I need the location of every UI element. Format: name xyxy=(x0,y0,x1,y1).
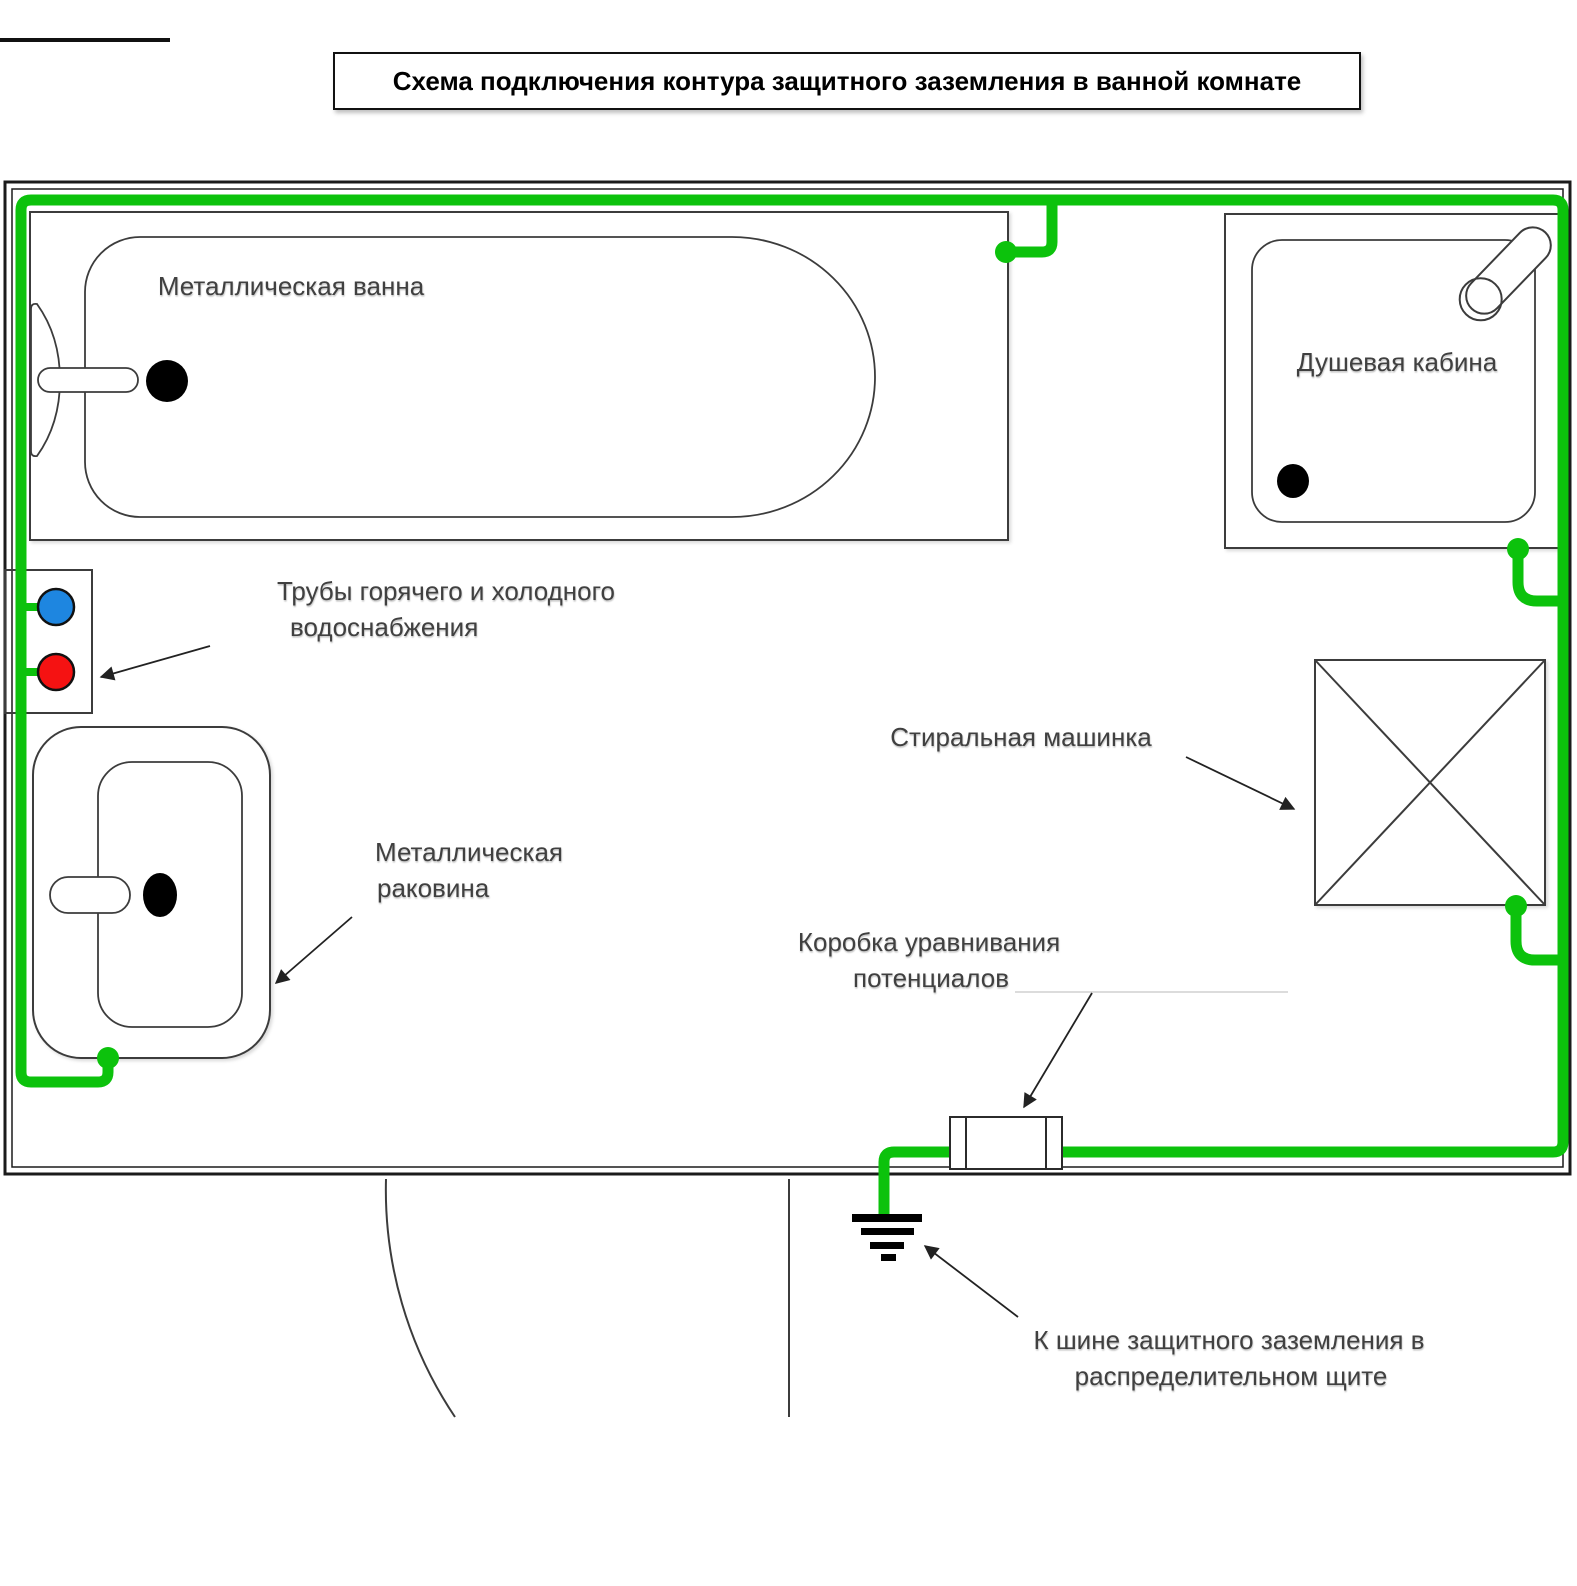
equalization-label-line2: потенциалов xyxy=(852,963,1010,993)
washer-label: Стиральная машинка xyxy=(890,722,1152,752)
shower-drain-icon xyxy=(1277,464,1309,498)
shower-label: Душевая кабина xyxy=(1296,347,1498,377)
sink xyxy=(33,727,270,1058)
door xyxy=(386,1179,789,1417)
equalization-label-line1: Коробка уравнивания xyxy=(797,927,1061,957)
diagram-title: Схема подключения контура защитного заземления в ванной комнате xyxy=(333,52,1361,110)
door-swing-arc xyxy=(386,1179,455,1417)
bathtub-label: Металлическая ванна xyxy=(157,271,425,301)
sink-faucet-icon xyxy=(50,877,130,913)
earth-ground-icon xyxy=(852,1214,922,1261)
connection-dot-bathtub xyxy=(995,241,1017,263)
bathtub xyxy=(30,212,1008,540)
ground-bus-label-line2: распределительном щите xyxy=(1074,1361,1388,1391)
hot-water-pipe-icon xyxy=(38,654,74,690)
equalization-box xyxy=(950,1117,1062,1169)
pipes-label-line2: водоснабжения xyxy=(290,612,479,642)
shower-cabin xyxy=(1225,214,1560,548)
washing-machine xyxy=(1315,660,1545,905)
pipes-arrow xyxy=(101,646,210,677)
ground-bus-arrow xyxy=(925,1246,1018,1317)
bathtub-drain-icon xyxy=(146,360,188,402)
bathtub-faucet-icon xyxy=(38,368,138,392)
washer-arrow xyxy=(1186,757,1294,809)
ground-bus-label-line1: К шине защитного заземления в xyxy=(1033,1325,1425,1355)
connection-dot-washer xyxy=(1505,895,1527,917)
connection-dot-shower xyxy=(1507,538,1529,560)
sink-drain-icon xyxy=(143,873,177,917)
sink-arrow xyxy=(276,917,352,983)
connection-dot-sink xyxy=(97,1047,119,1069)
equalization-arrow xyxy=(1024,993,1092,1107)
cold-water-pipe-icon xyxy=(38,589,74,625)
sink-label-line1: Металлическая xyxy=(375,837,563,867)
pipes-label-line1: Трубы горячего и холодного xyxy=(277,576,615,606)
sink-label-line2: раковина xyxy=(377,873,490,903)
